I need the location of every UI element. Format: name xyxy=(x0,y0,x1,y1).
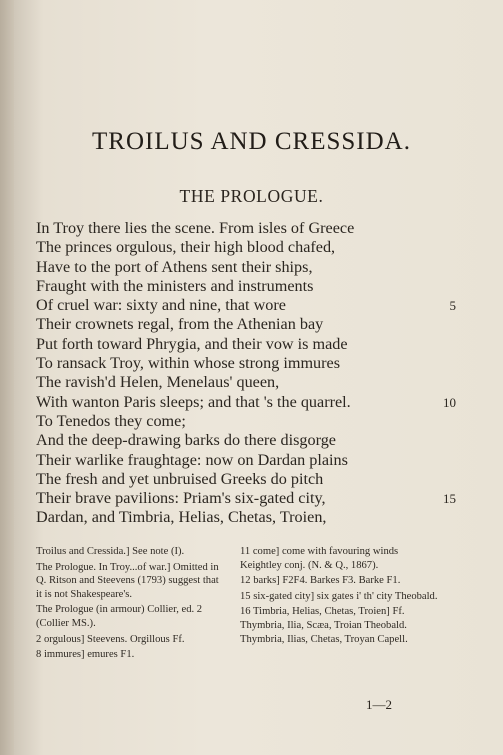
verse-line xyxy=(36,451,456,470)
footnote: 2 orgulous] Steevens. Orgillous Ff. xyxy=(36,633,185,645)
verse-text: Of cruel war: sixty and nine, that wore xyxy=(36,296,286,315)
footnote: The Prologue (in armour) Collier, ed. 2 (Collier MS.). xyxy=(36,604,203,629)
line-number: 15 xyxy=(443,491,456,507)
line-number: 5 xyxy=(449,298,456,314)
verse-line xyxy=(36,296,456,315)
verse-text: Their warlike fraughtage: now on Dardan plains xyxy=(36,450,348,469)
verse-text: To ransack Troy, within whose strong immures xyxy=(36,354,341,373)
verse-line xyxy=(36,354,456,373)
footnote: 11 come] come with favouring winds Keightley conj. (N. & Q., 1867). xyxy=(240,546,399,571)
verse-text: To Tenedos they come; xyxy=(36,411,186,430)
verse-line xyxy=(36,508,456,527)
verse-line xyxy=(36,238,456,257)
prologue-heading: THE PROLOGUE. xyxy=(179,186,324,206)
footnotes-right xyxy=(240,545,440,648)
verse-text: Their brave pavilions: Priam's six-gated city, xyxy=(36,489,326,508)
verse-line xyxy=(36,335,456,354)
verse-text: In Troy there lies the scene. From isles of Greece xyxy=(36,219,355,237)
verse-line xyxy=(36,373,456,392)
verse-line xyxy=(36,431,456,450)
verse-line xyxy=(36,258,456,277)
verse-line xyxy=(36,412,456,431)
footnote: 8 immures] emures F1. xyxy=(36,649,135,661)
verse-text: Their crownets regal, from the Athenian bay xyxy=(36,315,324,334)
verse-text: Fraught with the ministers and instruments xyxy=(36,276,314,295)
verse-line xyxy=(36,393,456,412)
verse-line xyxy=(36,470,456,489)
folio-number: 1—2 xyxy=(366,697,392,712)
verse-text: The princes orgulous, their high blood chafed, xyxy=(36,238,336,257)
verse-text: Have to the port of Athens sent their ships, xyxy=(36,257,313,276)
verse-text: The fresh and yet unbruised Greeks do pitch xyxy=(36,469,324,488)
footnote: 15 six-gated city] six gates i' th' city Theobald. xyxy=(240,590,438,602)
page-gutter xyxy=(0,0,14,755)
verse-text: Dardan, and Timbria, Helias, Chetas, Troien, xyxy=(36,508,327,527)
verse-text: With wanton Paris sleeps; and that 's the quarrel. xyxy=(36,392,351,411)
verse-text: The ravish'd Helen, Menelaus' queen, xyxy=(36,373,280,392)
verse-line xyxy=(36,315,456,334)
footnote: The Prologue. In Troy...of war.] Omitted in Q. Ritson and Steevens (1793) suggest that it is not Shakespeare's. xyxy=(36,561,219,600)
verse-block xyxy=(36,219,456,528)
footnote: Troilus and Cressida.] See note (I). xyxy=(36,546,185,557)
footnote: 12 barks] F2F4. Barkes F3. Barke F1. xyxy=(240,575,401,587)
footnotes-left xyxy=(36,545,226,664)
footnote: 16 Timbria, Helias, Chetas, Troien] Ff. Thymbria, Ilia, Scæa, Troian Theobald. Thymbria, Ilias, Chetas, Troyan Capell. xyxy=(240,606,408,645)
verse-line xyxy=(36,489,456,508)
verse-text: And the deep-drawing barks do there disgorge xyxy=(36,431,336,450)
verse-line xyxy=(36,277,456,296)
verse-text: Put forth toward Phrygia, and their vow is made xyxy=(36,334,348,353)
line-number: 10 xyxy=(443,394,456,410)
verse-line xyxy=(36,219,456,238)
play-title: TROILUS AND CRESSIDA. xyxy=(92,128,411,155)
